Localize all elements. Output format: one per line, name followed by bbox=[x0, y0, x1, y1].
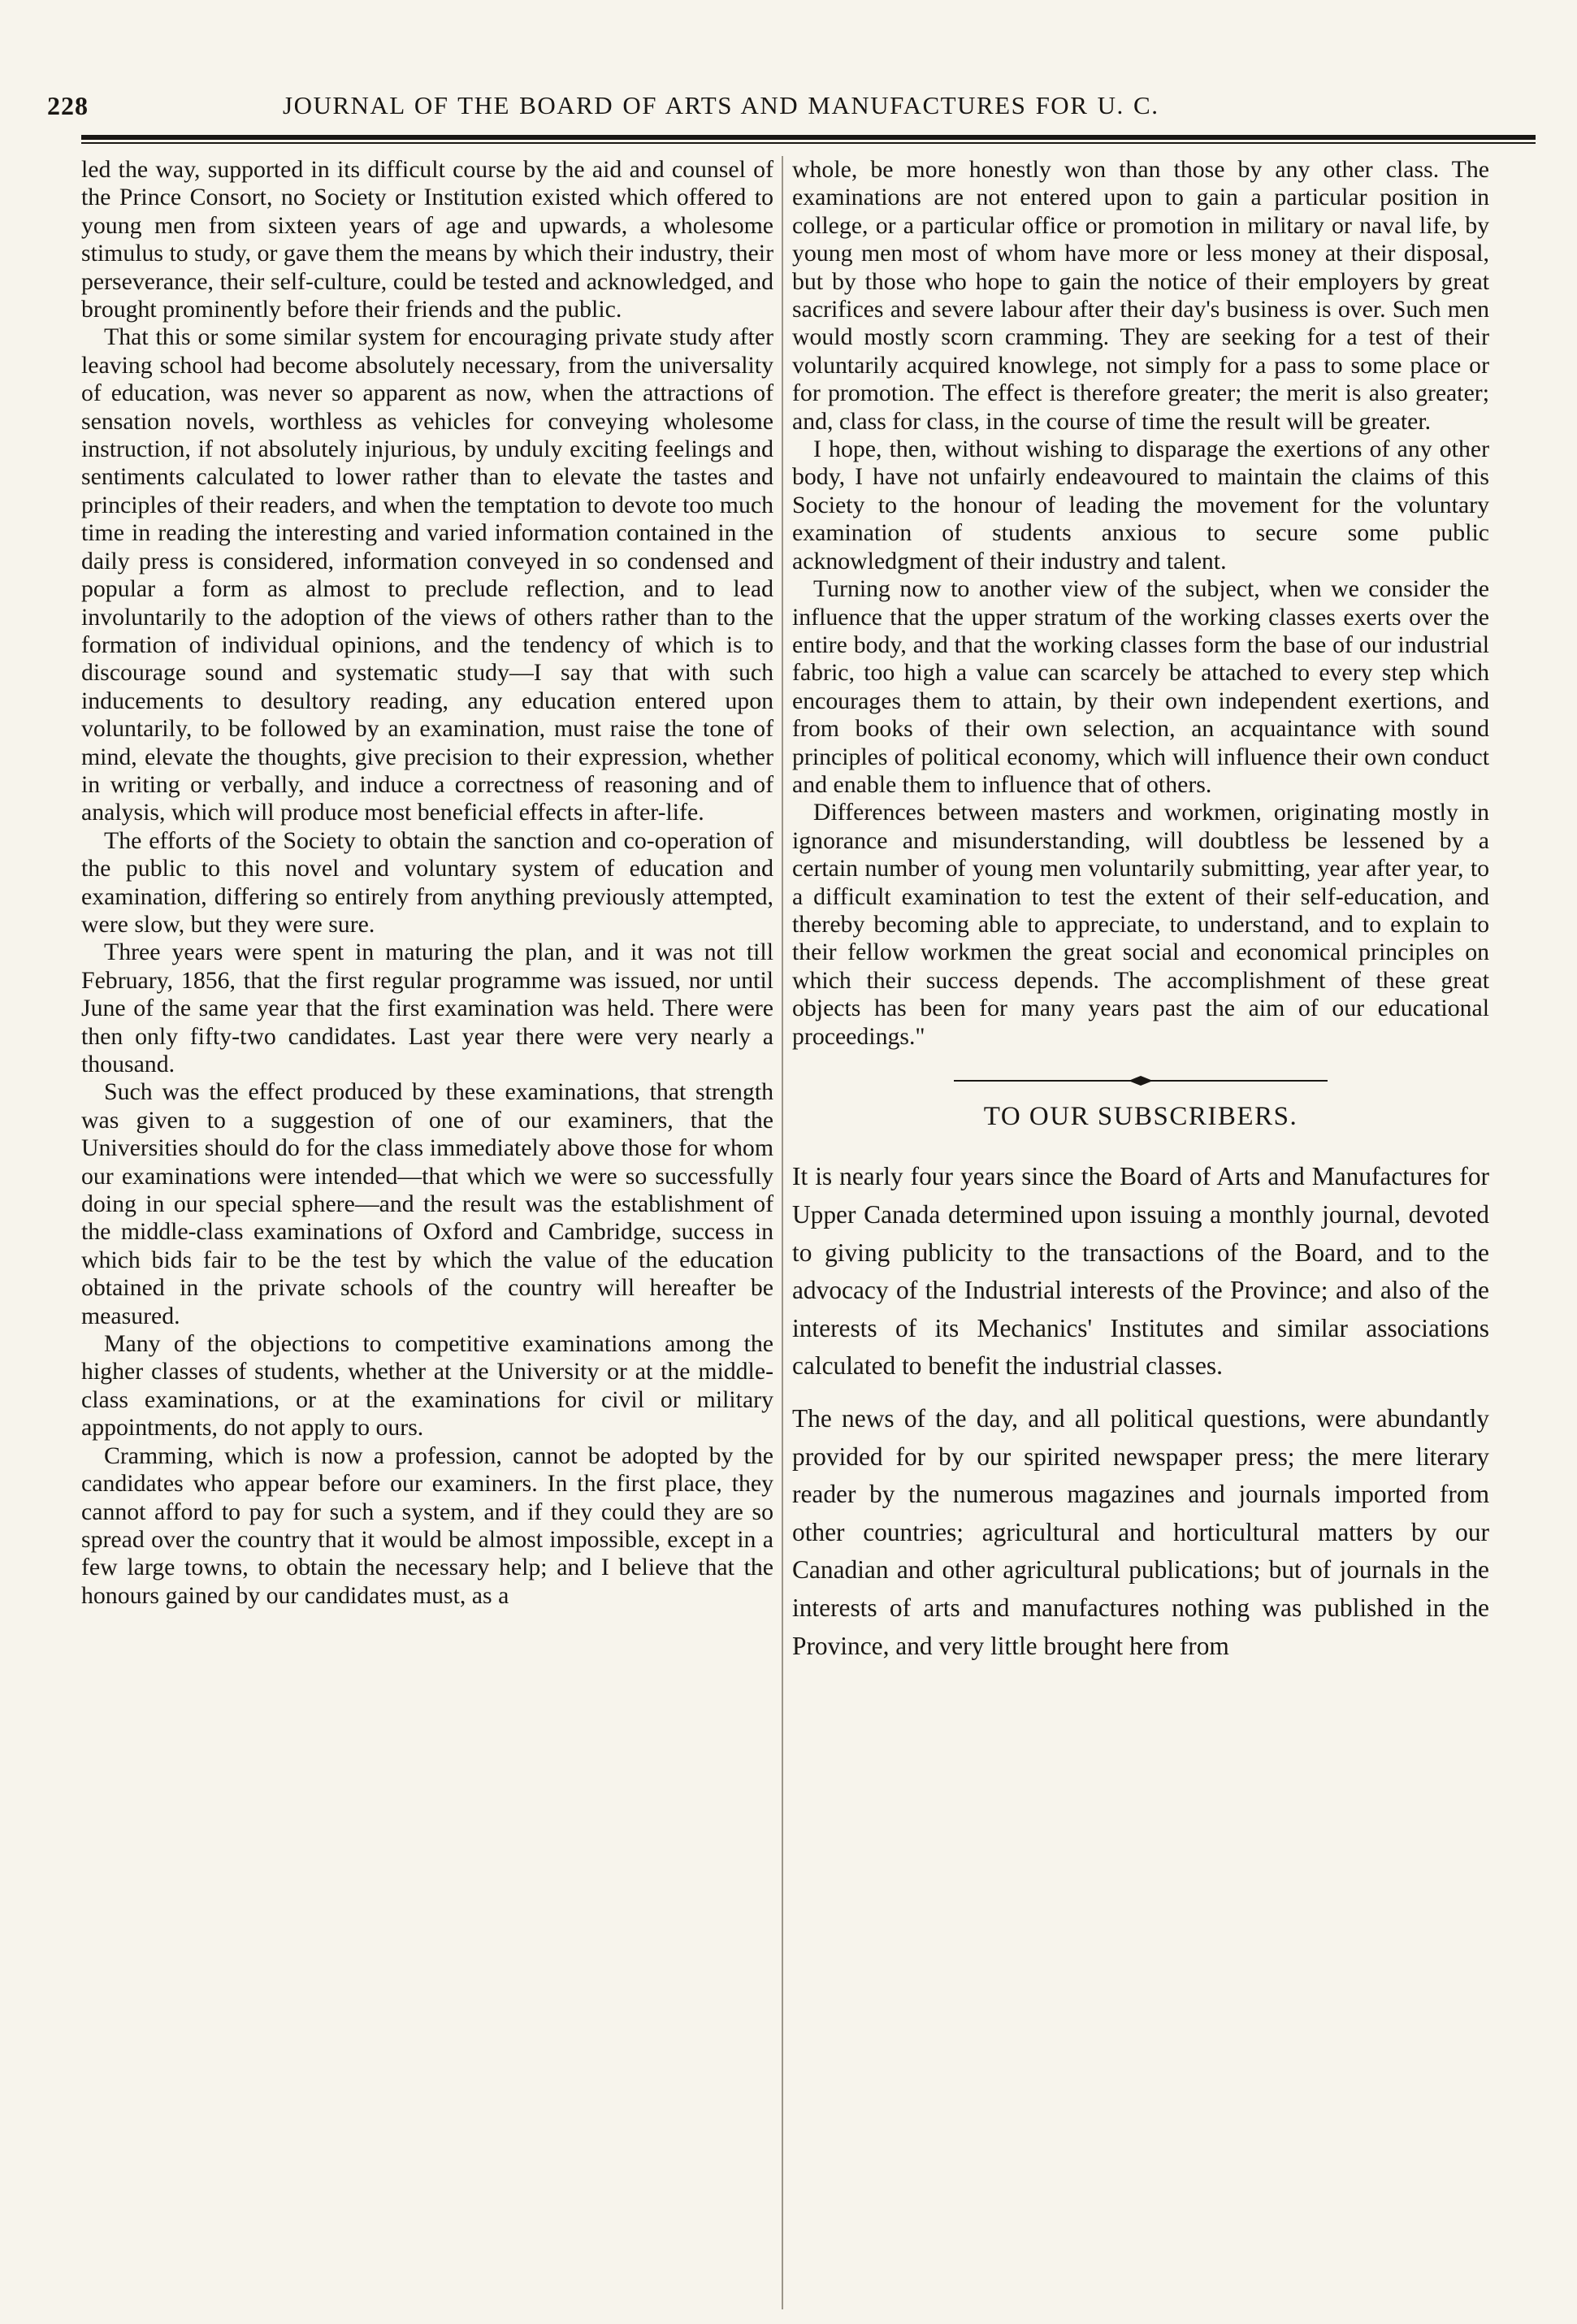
page-header bbox=[47, 91, 1534, 128]
right-column bbox=[792, 156, 1489, 1680]
subscribers-body bbox=[792, 1158, 1489, 1665]
left-column bbox=[81, 156, 773, 1610]
running-title: JOURNAL OF THE BOARD OF ARTS AND MANUFACTURES FOR U. C. bbox=[283, 91, 1159, 119]
subscribers-paragraph: The news of the day, and all political questions, were abundantly provided for by our spirited newspaper press; the mere literary reader by the numerous magazines and journals imported from other countries; agricultural and horticultural matters by our Canadian and other agricultural publications; but of journals in the interests of arts and manufactures nothing was published in the Province, and very little brought here from bbox=[792, 1403, 1489, 1660]
left-paragraph: Many of the objections to competitive examinations among the higher classes of students, whether at the University or at the middle-class examinations, or at the examinations for civil or military appointments, do not apply to ours. bbox=[81, 1330, 773, 1442]
column-divider bbox=[782, 156, 783, 2309]
page-number: 228 bbox=[47, 91, 89, 120]
header-rule-thick bbox=[81, 135, 1536, 140]
left-paragraph: The efforts of the Society to obtain the sanction and co-operation of the public to this novel and voluntary system of education and examination, differing so entirely from anything previously attempted, were slow, but they were sure. bbox=[81, 826, 773, 938]
right-paragraph: I hope, then, without wishing to disparage the exertions of any other body, I have not unfairly endeavoured to maintain the claims of this Society to the honour of leading the movement for the voluntary examination of students anxious to secure some public acknowledgment of their industry and talent. bbox=[792, 436, 1489, 574]
right-paragraph: whole, be more honestly won than those by any other class. The examinations are not entered upon to gain a particular position in college, or a particular office or promotion in military or naval life, by young men most of whom have more or less money at their disposal, but by those who hope to gain the notice of their employers by great sacrifices and severe labour after their day's business is over. Such men would mostly scorn cramming. They are seeking for a test of their voluntarily acquired knowlege, not simply for a pass to some place or for promotion. The effect is therefore greater; the merit is also greater; and, class for class, in the course of time the result will be greater. bbox=[792, 156, 1489, 435]
left-paragraph: Such was the effect produced by these examinations, that strength was given to a suggestion of one of our examiners, that the Universities should do for the class immediately above those for whom our examinations were intended—that which we were so successfully doing in our special sphere—and the result was the establishment of the middle-class examinations of Oxford and Cambridge, success in which bids fair to be the test by which the value of the education obtained in the private schools of the country will hereafter be measured. bbox=[81, 1078, 773, 1329]
right-paragraph: Differences between masters and workmen, originating mostly in ignorance and misunderstanding, will doubtless be lessened by a certain number of young men voluntarily submitting, year after year, to a difficult examination to test the extent of their self-education, and thereby becoming able to appreciate, to understand, and to explain to their fellow workmen the great social and economical principles on which their success depends. The accomplishment of these great objects has been for many years past the aim of our educational proceedings." bbox=[792, 799, 1489, 1050]
section-ornament bbox=[954, 1075, 1328, 1086]
header-rule-thin bbox=[81, 142, 1536, 144]
right-paragraph: Turning now to another view of the subject, when we consider the influence that the upper stratum of the working classes exerts over the entire body, and that the working classes form the base of our industrial fabric, too high a value can scarcely be attached to every step which encourages them to attain, by their own independent exertions, and from books of their own selection, an acquaintance with sound principles of political economy, which will influence their own conduct and enable them to influence that of others. bbox=[792, 575, 1489, 798]
left-paragraph: Cramming, which is now a profession, cannot be adopted by the candidates who appear before our examiners. In the first place, they cannot afford to pay for such a system, and if they could they are so spread over the country that it would be almost impossible, except in a few large towns, to obtain the necessary help; and I believe that the honours gained by our candidates must, as a bbox=[81, 1442, 773, 1609]
subscribers-paragraph: It is nearly four years since the Board of Arts and Manufactures for Upper Canada determined upon issuing a monthly journal, devoted to giving publicity to the transactions of the Board, and to the advocacy of the Industrial interests of the Province; and also of the interests of its Mechanics' Institutes and similar associations calculated to benefit the industrial classes. bbox=[792, 1162, 1489, 1381]
left-paragraph: led the way, supported in its difficult course by the aid and counsel of the Prince Consort, no Society or Institution existed which offered to young men from sixteen years of age and upwards, a wholesome stimulus to study, or gave them the means by which their industry, their perseverance, their self-culture, could be tested and acknowledged, and brought prominently before their friends and the public. bbox=[81, 156, 773, 323]
left-paragraph: That this or some similar system for encouraging private study after leaving school had become absolutely necessary, from the universality of education, was never so apparent as now, when the attractions of sensation novels, worthless as vehicles for conveying wholesome instruction, if not absolutely injurious, by unduly exciting feelings and sentiments calculated to lower rather than to elevate the tastes and principles of their readers, and when the temptation to devote too much time in reading the interesting and varied information contained in the daily press is considered, information conveyed in so condensed and popular a form as almost to preclude reflection, and to lead involuntarily to the adoption of the views of others rather than to the formation of individual opinions, and the tendency of which is to discourage sound and systematic study—I say that with such inducements to desultory reading, any education entered upon voluntarily, to be followed by an examination, must raise the tone of mind, elevate the thoughts, give precision to their expression, whether in writing or verbally, and induce a correctness of reasoning and of analysis, which will produce most beneficial effects in after-life. bbox=[81, 323, 773, 826]
section-heading: TO OUR SUBSCRIBERS. bbox=[983, 1102, 1298, 1131]
left-paragraph: Three years were spent in maturing the plan, and it was not till February, 1856, that the first regular programme was issued, nor until June of the same year that the first examination was held. There were then only fifty-two candidates. Last year there were very nearly a thousand. bbox=[81, 939, 773, 1077]
